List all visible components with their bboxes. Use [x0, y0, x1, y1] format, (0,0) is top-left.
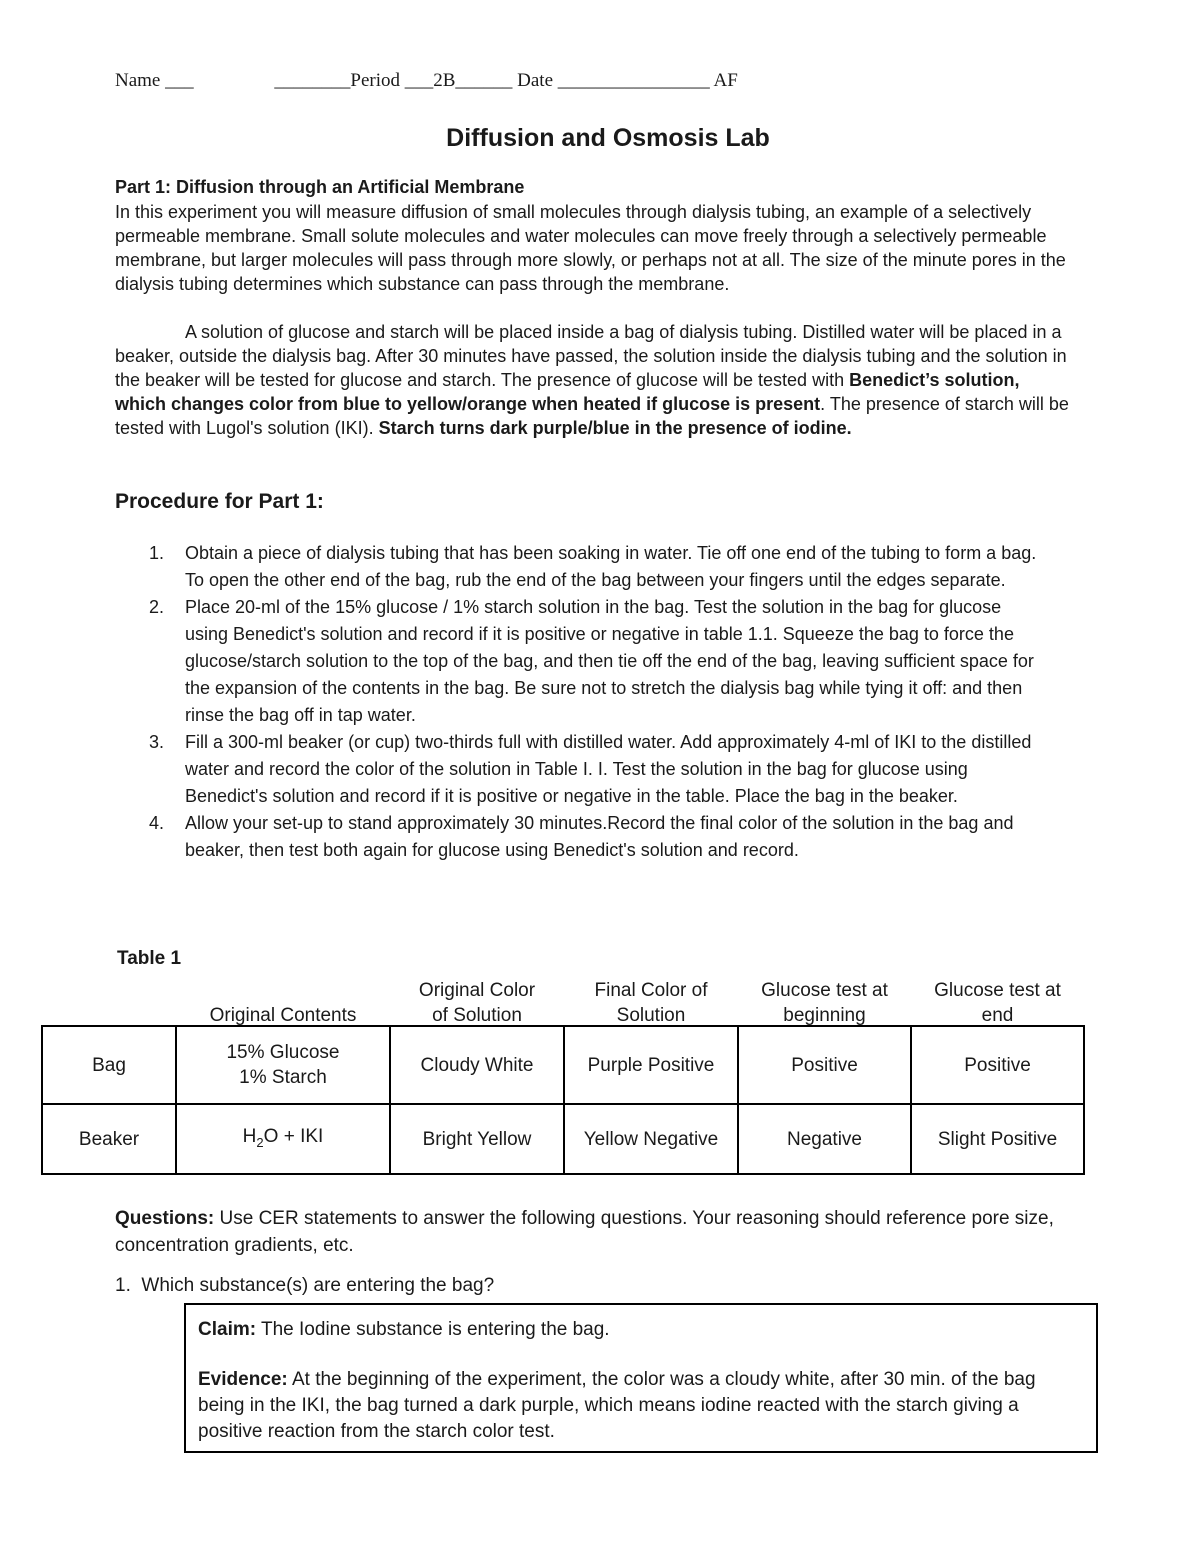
question-1: [115, 1275, 494, 1297]
cell-original-color: Cloudy White: [390, 1026, 564, 1104]
procedure-steps: [115, 540, 1045, 864]
cell-contents: [176, 1104, 390, 1174]
cell-original-color: Bright Yellow: [390, 1104, 564, 1174]
header-line: [115, 70, 738, 92]
formula-part: O + IKI: [263, 1125, 324, 1147]
step-number: 2.: [149, 597, 165, 617]
table-row: [42, 1026, 1084, 1104]
question-number: 1.: [115, 1275, 131, 1296]
part1-heading: Part 1: Diffusion through an Artificial Membrane: [115, 177, 525, 197]
step-text: Place 20-ml of the 15% glucose / 1% starch solution in the bag. Test the solution in the bag for glucose using Benedict's solution and record if it is positive or negative in table 1.1. Squeeze the bag to force the glucose/starch solution to the top of the bag, and then tie off the end of the bag, leaving sufficient space for the expansion of the contents in the bag. Be sure not to stretch the dialysis bag while tying it off: and then rinse the bag off in tap water.: [185, 597, 1034, 725]
evidence-text: At the beginning of the experiment, the color was a cloudy white, after 30 min. of the bag being in the IKI, the bag turned a dark purple, which means iodine reacted with the starch giving a positive reaction from the starch color test.: [198, 1369, 1036, 1442]
formula-subscript: 2: [256, 1134, 264, 1150]
step-number: 4.: [149, 813, 165, 833]
step-number: 1.: [149, 543, 165, 563]
procedure-step: [115, 540, 1045, 594]
table-label: Table 1: [117, 948, 182, 969]
column-header-final-color: Final Color of Solution: [594, 980, 708, 1026]
procedure-step: [115, 729, 1045, 810]
formula-part: H: [242, 1125, 257, 1147]
step-text: Fill a 300-ml beaker (or cup) two-thirds full with distilled water. Add approximately 4-ml of IKI to the distilled water and record the color of the solution in Table I. I. Test the solution in the bag for glucose using Benedict's solution and record if it is positive or negative in the table. Place the bag in the beaker.: [185, 732, 1032, 806]
cell-test-begin: Positive: [738, 1026, 911, 1104]
cell-test-begin: Negative: [738, 1104, 911, 1174]
paragraph2-text-a: A solution of glucose and starch will be placed inside a bag of dialysis tubing. Distilled water will be placed in a beaker, outside the dialysis bag. After 30 minutes have passed, the solution inside the dialysis tubing and the solution in the beaker will be tested for glucose and starch. The presence of glucose will be tested with: [115, 322, 1067, 390]
row-label: Beaker: [42, 1104, 176, 1174]
column-header-contents: Original Contents: [209, 1005, 357, 1026]
column-header-original-color: Original Color of Solution: [418, 980, 536, 1026]
contents-line: 15% Glucose: [226, 1042, 340, 1063]
paragraph2-text-b: . The presence of starch will be tested with Lugol's solution (IKI).: [115, 394, 1069, 438]
column-header-test-end: Glucose test at end: [934, 980, 1061, 1026]
cell-test-end: Positive: [911, 1026, 1084, 1104]
questions-label: Questions:: [115, 1208, 215, 1229]
table-row: [42, 1104, 1084, 1174]
procedure-step: [115, 810, 1045, 864]
answer-box: [184, 1303, 1098, 1453]
evidence-label: Evidence:: [198, 1369, 288, 1390]
step-number: 3.: [149, 732, 165, 752]
page-title: Diffusion and Osmosis Lab: [446, 124, 770, 152]
questions-instructions: Use CER statements to answer the following questions. Your reasoning should reference pore size, concentration gradients, etc.: [115, 1208, 1054, 1256]
name-field: Name ___: [115, 70, 194, 91]
period-field: ________Period ___2B______: [274, 70, 513, 91]
cell-final-color: Purple Positive: [564, 1026, 738, 1104]
step-text: Obtain a piece of dialysis tubing that has been soaking in water. Tie off one end of the tubing to form a bag. To open the other end of the bag, rub the end of the bag between your fingers until the edges separate.: [185, 543, 1037, 590]
procedure-heading: Procedure for Part 1:: [115, 490, 324, 513]
starch-note: Starch turns dark purple/blue in the presence of iodine.: [378, 418, 852, 438]
column-header-test-begin: Glucose test at beginning: [761, 980, 888, 1026]
results-table: [41, 1025, 1085, 1175]
claim: [198, 1317, 1084, 1343]
claim-label: Claim:: [198, 1319, 257, 1340]
cell-test-end: Slight Positive: [911, 1104, 1084, 1174]
part1-paragraph-2: [115, 320, 1075, 440]
row-label: Bag: [42, 1026, 176, 1104]
procedure-step: [115, 594, 1045, 729]
date-field: Date ________________: [517, 70, 710, 91]
contents-line: 1% Starch: [239, 1067, 327, 1088]
evidence: [198, 1367, 1084, 1445]
claim-text: The Iodine substance is entering the bag.: [256, 1319, 610, 1340]
cell-contents: [176, 1026, 390, 1104]
questions-intro: [115, 1205, 1105, 1259]
step-text: Allow your set-up to stand approximately 30 minutes.Record the final color of the solution in the bag and beaker, then test both again for glucose using Benedict's solution and record.: [185, 813, 1014, 860]
cell-final-color: Yellow Negative: [564, 1104, 738, 1174]
part1-paragraph-1: In this experiment you will measure diffusion of small molecules through dialysis tubing, an example of a selectively permeable membrane. Small solute molecules and water molecules can move freely through a selectively permeable membrane, but larger molecules will pass through more slowly, or perhaps not at all. The size of the minute pores in the dialysis tubing determines which substance can pass through the membrane.: [115, 202, 1066, 294]
initials: AF: [713, 70, 738, 91]
question-text: Which substance(s) are entering the bag?: [141, 1275, 495, 1296]
benedict-note: Benedict’s solution, which changes color from blue to yellow/orange when heated if glucose is present: [115, 370, 1020, 414]
